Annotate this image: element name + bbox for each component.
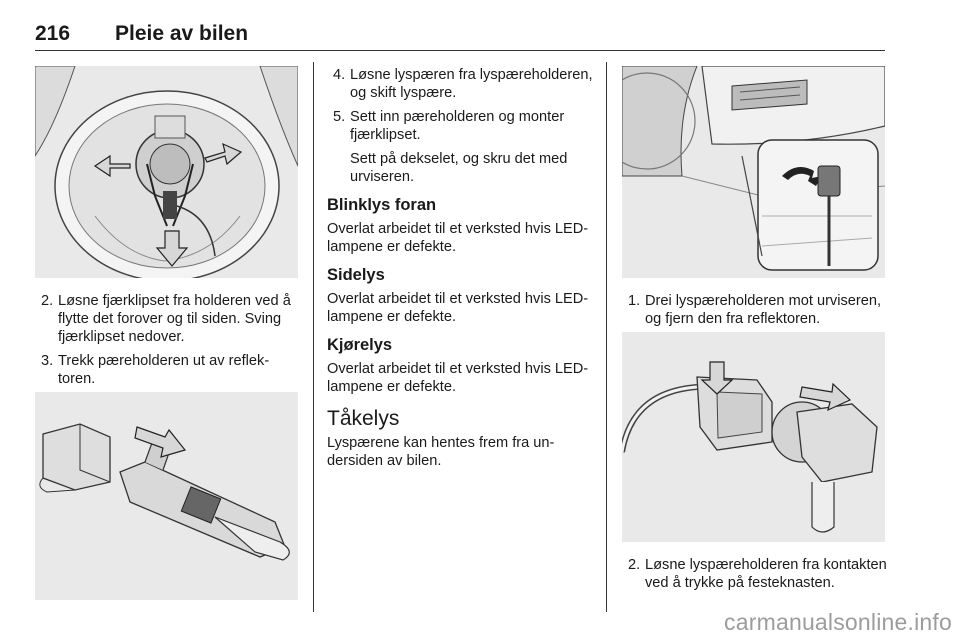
step-text: Trekk pæreholderen ut av reflektoren. [58, 353, 270, 387]
section-text-kjorelys: Overlat arbeidet til et verksted hvis LED-lampene er defekte. [327, 361, 589, 395]
fog-lamp-car-illustration [622, 66, 885, 278]
watermark: carmanualsonline.info [724, 609, 952, 635]
step-text: Drei lyspæreholderen mot urviseren, og fjern den fra reflektoren. [645, 293, 882, 327]
page-header [35, 22, 885, 52]
header-rule [35, 50, 885, 51]
section-heading-takelys: Tåkelys [327, 407, 400, 430]
right-column-text-bottom [622, 556, 887, 598]
left-column-text [35, 292, 300, 394]
page-title: Pleie av bilen [115, 22, 249, 45]
step-5 [327, 108, 595, 144]
fog-lamp-car-figure [622, 66, 885, 278]
step-3-left [35, 352, 300, 388]
section-text-takelys: Lyspærene kan hentes frem fra undersiden av bilen. [327, 435, 555, 469]
column-divider-2 [606, 62, 607, 612]
step-number: 5. [333, 109, 346, 125]
step-number: 2. [41, 293, 54, 309]
section-text-sidelys: Overlat arbeidet til et verksted hvis LED-lampene er defekte. [327, 291, 589, 325]
step-1-right [622, 292, 887, 328]
step-text: Løsne fjærklipset fra holderen ved å flytte det forover og til siden. Sving fjærklipset nedover. [58, 293, 291, 345]
section-text-blinklys: Overlat arbeidet til et verksted hvis LED-lampene er defekte. [327, 221, 589, 255]
step-text: Sett inn pæreholderen og monter fjærklipset. [350, 109, 565, 143]
step-number: 4. [333, 67, 346, 83]
h1-bulb-figure [35, 392, 298, 600]
right-column-text-top [622, 292, 887, 334]
section-heading-blinklys: Blinklys foran [327, 196, 437, 214]
step-2-left [35, 292, 300, 346]
middle-column-text [327, 66, 595, 474]
step-text: Løsne lyspæreholderen fra kontakten ved å trykke på festeknasten. [645, 557, 887, 591]
section-heading-sidelys: Sidelys [327, 266, 385, 284]
step-number: 1. [628, 293, 641, 309]
step-2-right [622, 556, 887, 592]
fog-lamp-connector-illustration [622, 332, 885, 542]
headlamp-clip-figure [35, 66, 298, 278]
step-4 [327, 66, 595, 102]
headlamp-clip-illustration [35, 66, 298, 278]
step-text: Løsne lyspæren fra lyspæreholderen, og skift lyspære. [350, 67, 593, 101]
step-number: 3. [41, 353, 54, 369]
page-number: 216 [35, 22, 71, 45]
step-5-note: Sett på dekselet, og skru det med urviseren. [350, 151, 568, 185]
h1-bulb-illustration [35, 392, 298, 600]
section-heading-kjorelys: Kjørelys [327, 336, 393, 354]
fog-lamp-connector-figure [622, 332, 885, 542]
step-number: 2. [628, 557, 641, 573]
column-divider-1 [313, 62, 314, 612]
